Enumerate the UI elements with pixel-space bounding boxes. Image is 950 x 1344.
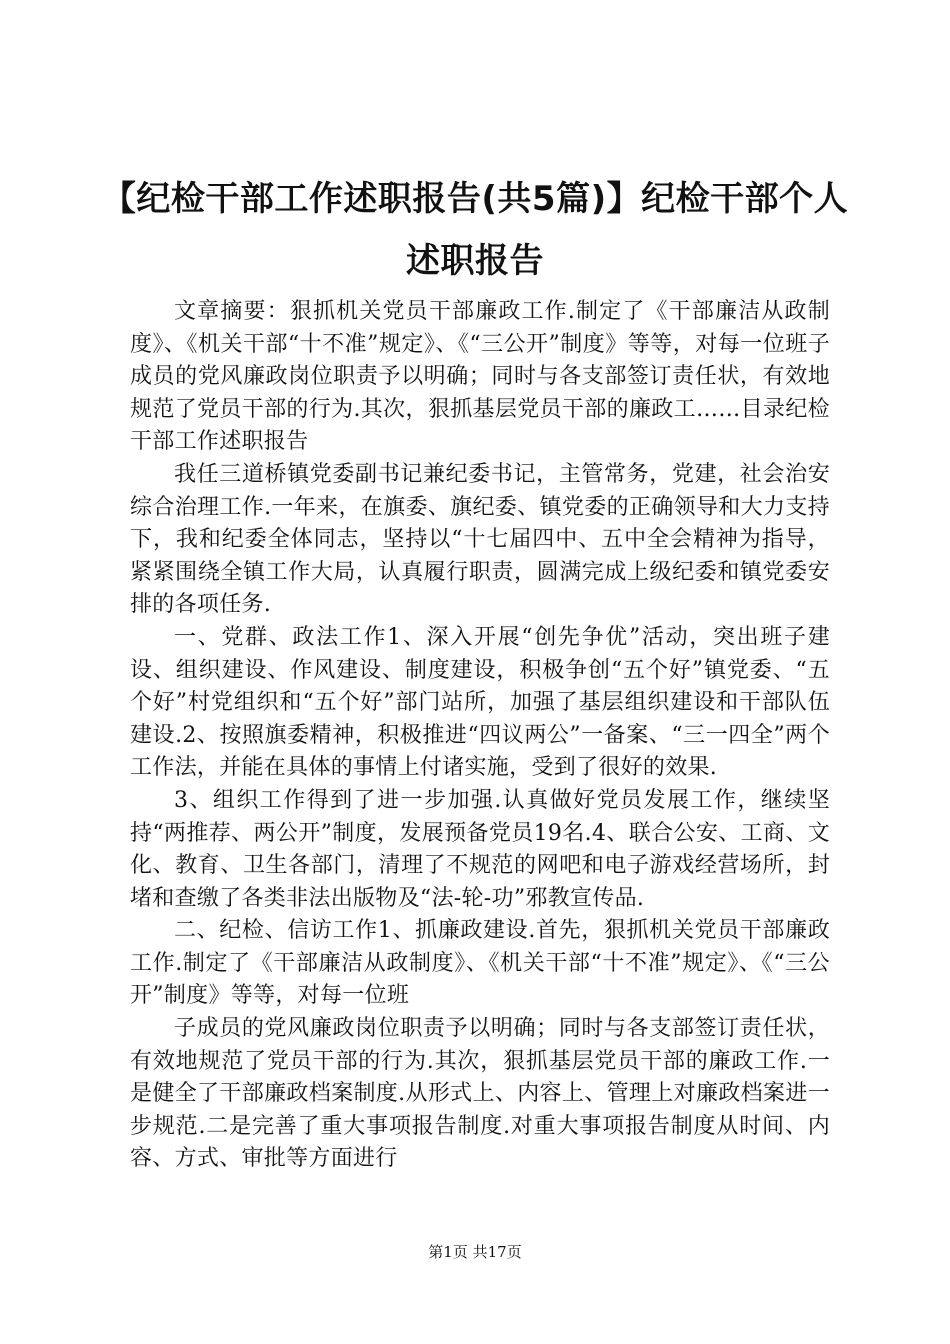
paragraph-discipline-work: 二、纪检、信访工作1、抓廉政建设.首先，狠抓机关党员干部廉政工作.制定了《干部廉洁从政制度》、《机关干部“十不准”规定》、《“三公开”制度》等等，对每一位班 bbox=[130, 918, 830, 1009]
paragraph-abstract: 文章摘要：狠抓机关党员干部廉政工作.制定了《干部廉洁从政制度》、《机关干部“十不准”规定》、《“三公开”制度》等等，对每一位班子成员的党风廉政岗位职责予以明确；同时与各支部签订责任状，有效地规范了党员干部的行为.其次，狠抓基层党员干部的廉政工……目录纪检干部工作述职报告 bbox=[130, 299, 830, 455]
paragraph-continuation: 子成员的党风廉政岗位职责予以明确；同时与各支部签订责任状，有效地规范了党员干部的行为.其次，狠抓基层党员干部的廉政工作.一是健全了干部廉政档案制度.从形式上、内容上、管理上对廉政档案进一步规范.二是完善了重大事项报告制度.对重大事项报告制度从时间、内容、方式、审批等方面进行 bbox=[130, 1016, 830, 1172]
paragraph-intro: 我任三道桥镇党委副书记兼纪委书记，主管常务，党建，社会治安综合治理工作.一年来，在旗委、旗纪委、镇党委的正确领导和大力支持下，我和纪委全体同志，坚持以“十七届四中、五中全会精神为指导，紧紧围绕全镇工作大局，认真履行职责，圆满完成上级纪委和镇党委安排的各项任务. bbox=[130, 461, 830, 618]
page-number: 第1页 共17页 bbox=[428, 1243, 522, 1261]
document-title: 【纪检干部工作述职报告(共5篇)】纪检干部个人述职报告 bbox=[101, 179, 849, 281]
document-body bbox=[130, 296, 830, 1176]
paragraph-party-work: 一、党群、政法工作1、深入开展“创先争优”活动，突出班子建设、组织建设、作风建设、制度建设，积极争创“五个好”镇党委、“五个好”村党组织和“五个好”部门站所，加强了基层组织建设和干部队伍建设.2、按照旗委精神，积极推进“四议两公”一备案、“三一四全”两个工作法，并能在具体的事情上付诸实施，受到了很好的效果. bbox=[130, 624, 830, 781]
paragraph-organization-work: 3、组织工作得到了进一步加强.认真做好党员发展工作，继续坚持“两推荐、两公开”制度，发展预备党员19名.4、联合公安、工商、文化、教育、卫生各部门，清理了不规范的网吧和电子游戏经营场所，封堵和查缴了各类非法出版物及“法-轮-功”邪教宣传品. bbox=[130, 787, 830, 911]
